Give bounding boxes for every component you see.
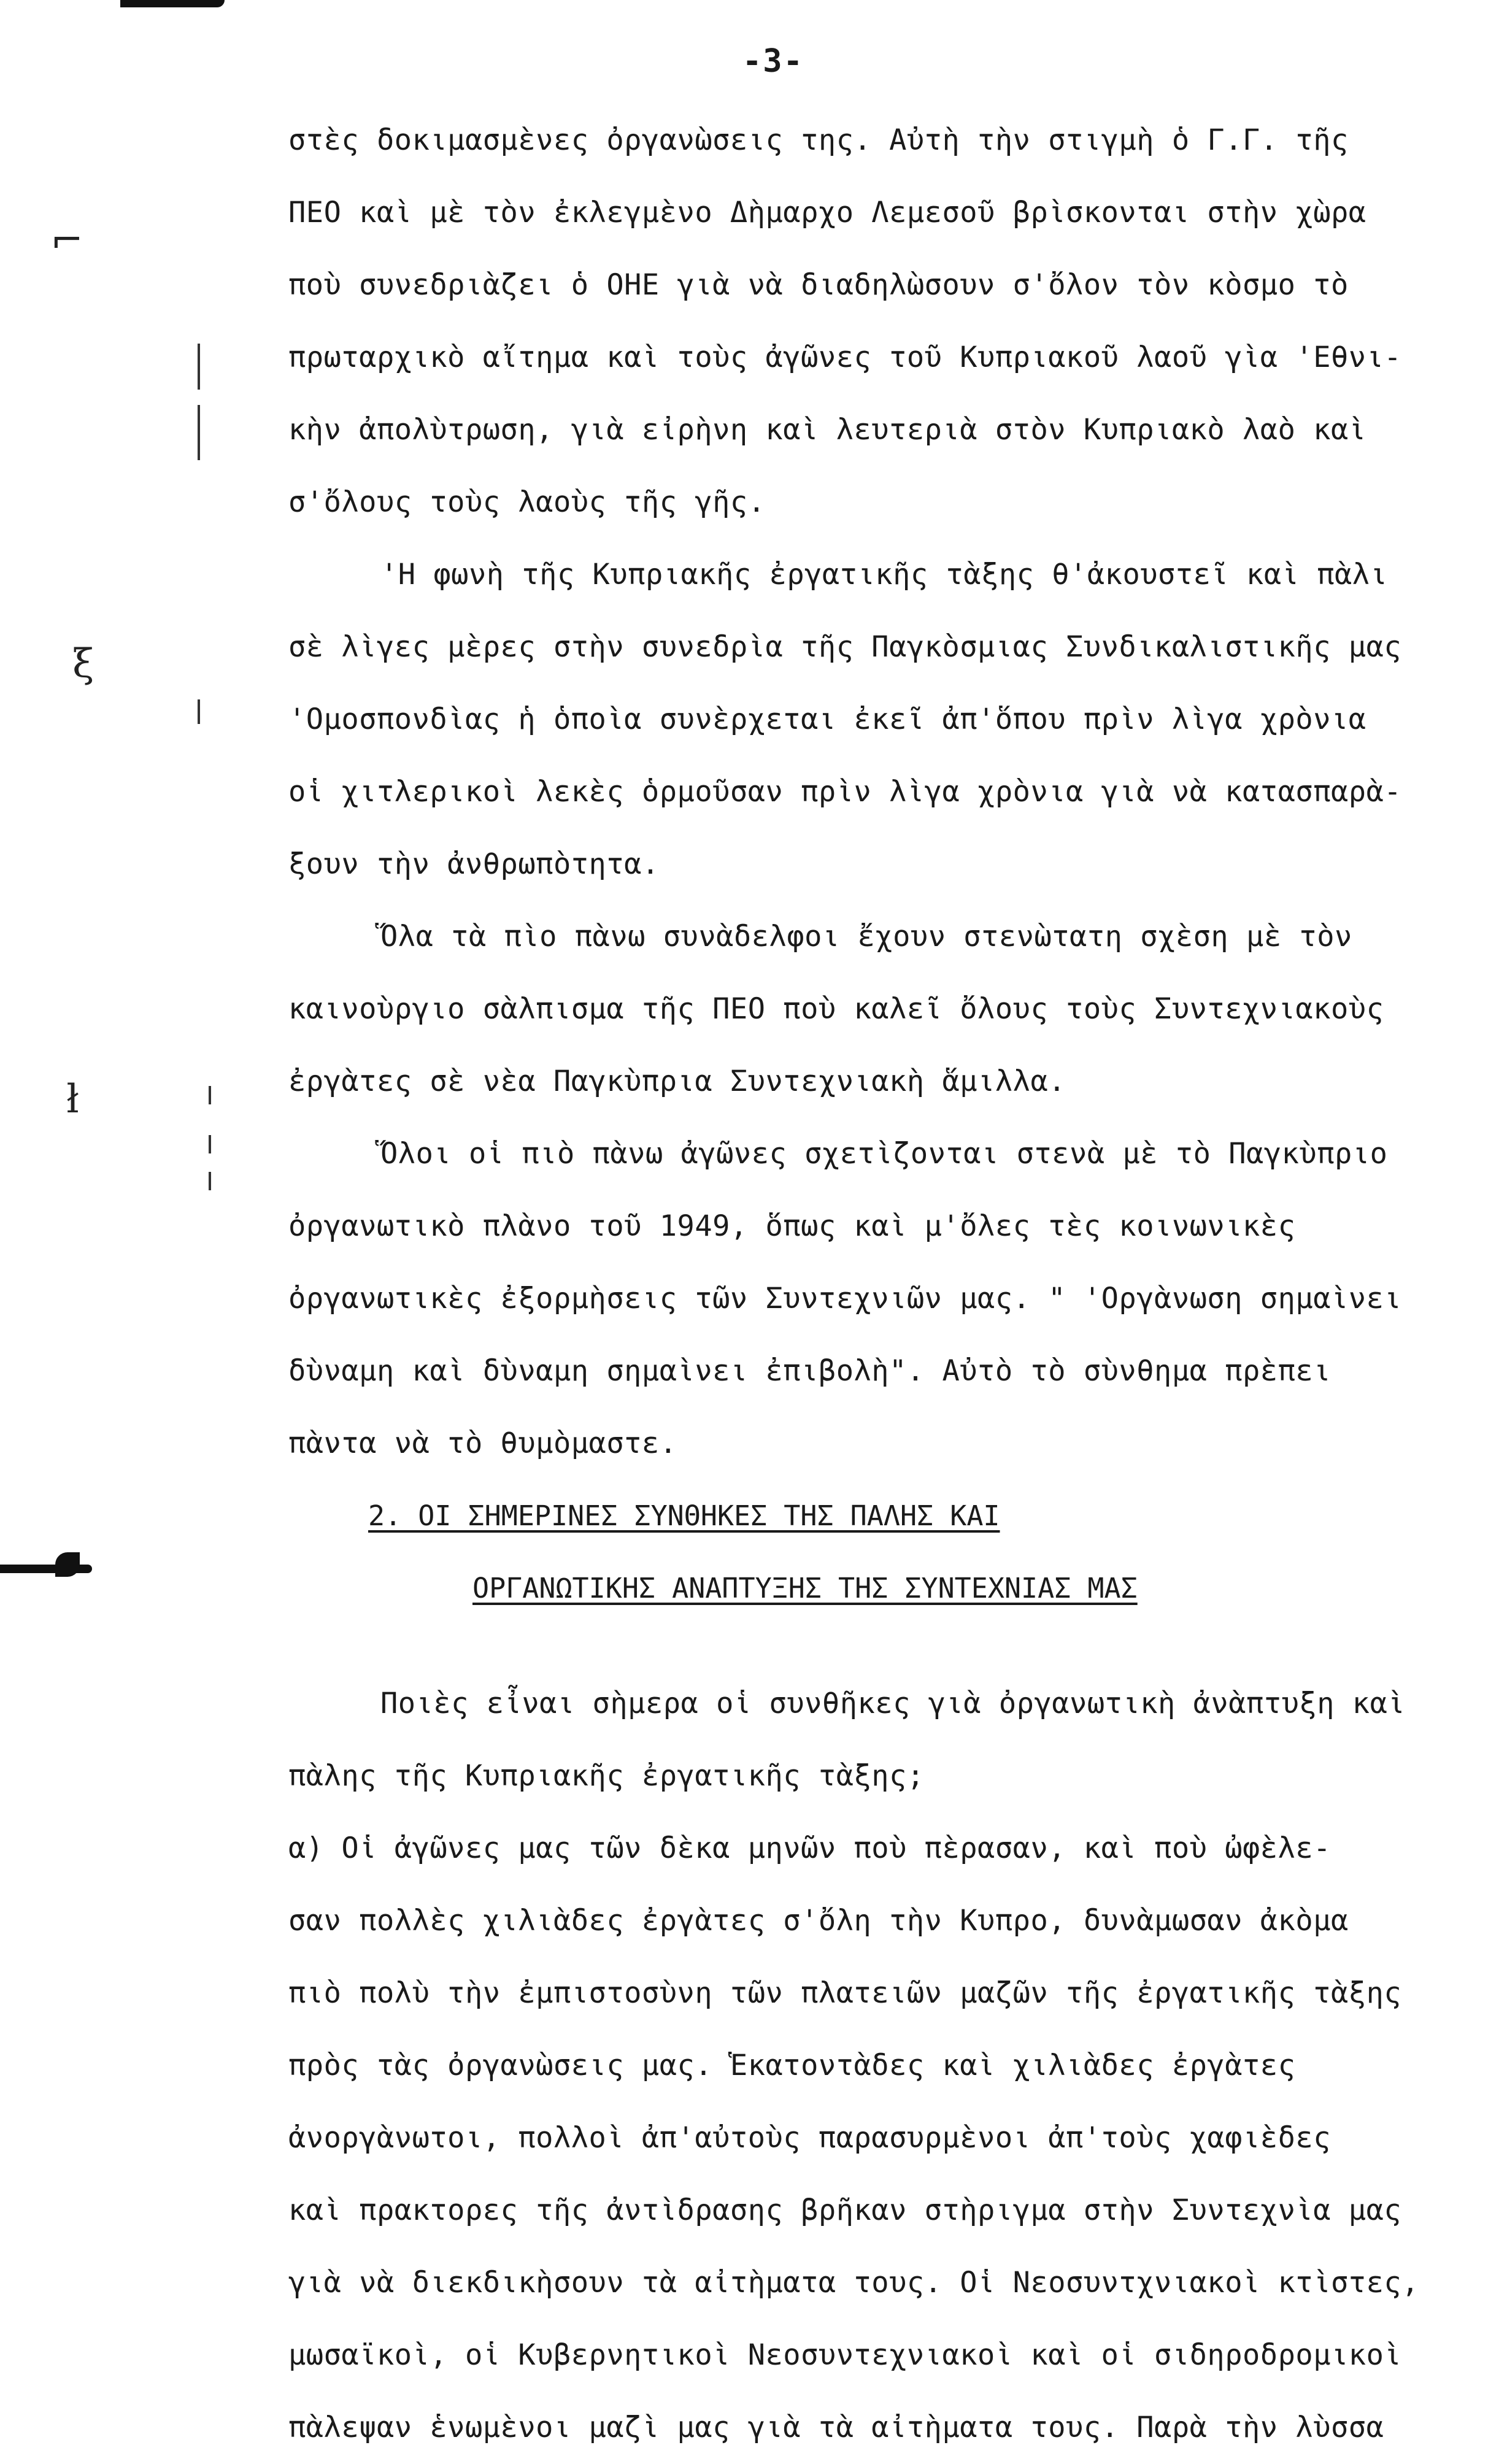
- scan-edge-mark-left-2: [55, 1552, 80, 1577]
- text-line: πρὸς τὰς ὀργανὼσεις μας. Ἑκατοντὰδες καὶ χιλιὰδες ἐργὰτες: [288, 2049, 1296, 2082]
- page-number: -3-: [742, 43, 804, 80]
- margin-annotation-mark: ⌐: [50, 218, 83, 263]
- text-line: στὲς δοκιμασμὲνες ὀργανὼσεις της. Αὐτὴ τὴν στιγμὴ ὁ Γ.Γ. τῆς: [288, 123, 1349, 157]
- paragraph: [288, 1118, 1485, 1480]
- text-line: σὲ λὶγες μὲρες στὴν συνεδρὶα τῆς Παγκὸσμιας Συνδικαλιστικῆς μας: [288, 630, 1402, 664]
- text-line: πὰντα νὰ τὸ θυμὸμαστε.: [288, 1426, 677, 1460]
- text-line: α) Οἱ ἀγῶνες μας τῶν δὲκα μηνῶν ποὺ πὲρασαν, καὶ ποὺ ὠφὲλε-: [288, 1831, 1331, 1865]
- text-line: μωσαϊκοὶ, οἱ Κυβερνητικοὶ Νεοσυντεχνιακοὶ καὶ οἱ σιδηροδρομικοὶ: [288, 2338, 1402, 2372]
- margin-line: [209, 1172, 211, 1190]
- spacer: [288, 1625, 1485, 1668]
- text-line: ὀργανωτικὸ πλὰνο τοῦ 1949, ὅπως καὶ μ'ὄλες τὲς κοινωνικὲς: [288, 1209, 1296, 1243]
- text-line: γιὰ νὰ διεκδικὴσουν τὰ αἰτὴματα τους. Οἱ Νεοσυντχνιακοὶ κτὶστες,: [288, 2266, 1419, 2300]
- text-line: κὴν ἀπολὺτρωση, γιὰ εἰρὴνη καὶ λευτεριὰ στὸν Κυπριακὸ λαὸ καὶ: [288, 413, 1366, 447]
- section-heading-line: ΟΡΓΑΝΩΤΙΚΗΣ ΑΝΑΠΤΥΞΗΣ ΤΗΣ ΣΥΝΤΕΧΝΙΑΣ ΜΑΣ: [472, 1572, 1138, 1604]
- text-line: σαν πολλὲς χιλιὰδες ἐργὰτες σ'ὄλη τὴν Κυπρο, δυνὰμωσαν ἀκὸμα: [288, 1904, 1349, 1938]
- section-heading-line: 2. ΟΙ ΣΗΜΕΡΙΝΕΣ ΣΥΝΘΗΚΕΣ ΤΗΣ ΠΑΛΗΣ ΚΑΙ: [368, 1500, 1000, 1532]
- text-line: πὰλεψαν ἑνωμὲνοι μαζὶ μας γιὰ τὰ αἰτὴματα τους. Παρὰ τὴν λὺσσα: [288, 2411, 1384, 2444]
- text-line: ἐργὰτες σὲ νὲα Παγκὺπρια Συντεχνιακὴ ἅμιλλα.: [288, 1065, 1066, 1098]
- scan-edge-mark-top: [120, 0, 225, 7]
- text-line: δὺναμη καὶ δὺναμη σημαὶνει ἐπιβολὴ". Αὐτὸ τὸ σὺνθημα πρὲπει: [288, 1354, 1331, 1388]
- text-line: ποὺ συνεδριὰζει ὁ ΟΗΕ γιὰ νὰ διαδηλὼσουν σ'ὄλον τὸν κὸσμο τὸ: [288, 268, 1349, 302]
- text-line: ἀνοργὰνωτοι, πολλοὶ ἀπ'αὐτοὺς παρασυρμὲνοι ἀπ'τοὺς χαφιὲδες: [288, 2121, 1331, 2155]
- margin-line: [209, 1086, 211, 1104]
- text-line: καινοὺργιο σὰλπισμα τῆς ΠΕΟ ποὺ καλεῖ ὄλους τοὺς Συντεχνιακοὺς: [288, 992, 1384, 1026]
- body-text: [288, 104, 1485, 2464]
- text-line: 'Η φωνὴ τῆς Κυπριακῆς ἐργατικῆς τὰξης θ'ἀκουστεῖ καὶ πὰλι: [380, 558, 1388, 591]
- text-line: 'Ομοσπονδὶας ἡ ὁποὶα συνὲρχεται ἐκεῖ ἀπ'ὅπου πρὶν λὶγα χρὸνια: [288, 703, 1366, 736]
- text-line: πρωταρχικὸ αἴτημα καὶ τοὺς ἀγῶνες τοῦ Κυπριακοῦ λαοῦ γὶα 'Εθνι-: [288, 341, 1402, 374]
- paragraph: [288, 104, 1485, 539]
- text-line: πιὸ πολὺ τὴν ἐμπιστοσὺνη τῶν πλατειῶν μαζῶν τῆς ἐργατικῆς τὰξης: [288, 1976, 1402, 2010]
- text-line: Ὅλοι οἱ πιὸ πὰνω ἀγῶνες σχετὶζονται στενὰ μὲ τὸ Παγκὺπριο: [380, 1137, 1388, 1171]
- paragraph: [288, 1812, 1485, 2464]
- margin-line: [209, 1135, 211, 1153]
- text-line: ξουν τὴν ἀνθρωπὸτητα.: [288, 847, 660, 881]
- text-line: σ'ὄλους τοὺς λαοὺς τῆς γῆς.: [288, 485, 766, 519]
- text-line: καὶ πρακτορες τῆς ἀντὶδρασης βρῆκαν στὴριγμα στὴν Συντεχνὶα μας: [288, 2193, 1402, 2227]
- paragraph: [288, 539, 1485, 901]
- text-line: πὰλης τῆς Κυπριακῆς ἐργατικῆς τὰξης;: [288, 1759, 925, 1793]
- text-line: Ποιὲς εἶναι σὴμερα οἱ συνθῆκες γιὰ ὀργανωτικὴ ἀνὰπτυξη καὶ: [380, 1687, 1406, 1720]
- text-line: οἱ χιτλερικοὶ λεκὲς ὁρμοῦσαν πρὶν λὶγα χρὸνια γιὰ νὰ κατασπαρὰ-: [288, 775, 1402, 809]
- text-line: ΠΕΟ καὶ μὲ τὸν ἐκλεγμὲνο Δὴμαρχο Λεμεσοῦ βρὶσκονται στὴν χὼρα: [288, 196, 1366, 229]
- margin-line: [198, 344, 200, 390]
- margin-annotation-mark: ł: [66, 1077, 79, 1122]
- margin-line: [198, 699, 200, 724]
- section-heading: [288, 1480, 1485, 1625]
- paragraph: [288, 901, 1485, 1118]
- margin-line: [198, 405, 200, 460]
- margin-annotation-mark: ξ: [72, 641, 94, 687]
- paragraph: [288, 1668, 1485, 1812]
- text-line: Ὅλα τὰ πὶο πὰνω συνὰδελφοι ἔχουν στενὼτατη σχὲση μὲ τὸν: [380, 920, 1352, 953]
- text-line: ὀργανωτικὲς ἐξορμὴσεις τῶν Συντεχνιῶν μας. " 'Οργὰνωση σημαὶνει: [288, 1282, 1402, 1315]
